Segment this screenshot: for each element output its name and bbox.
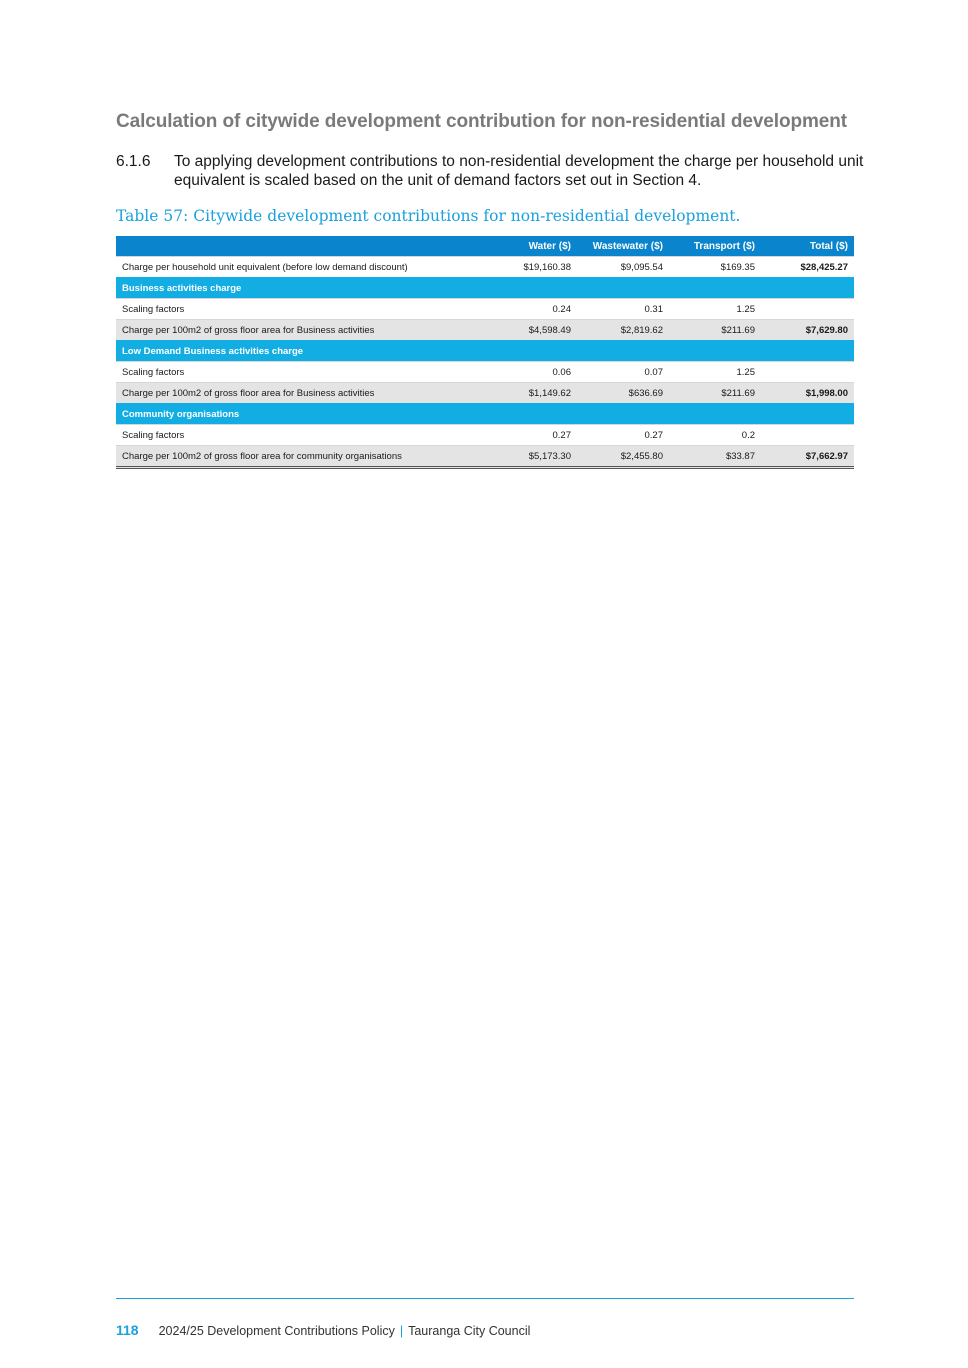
- table-row: [116, 383, 854, 404]
- section-label: Business activities charge: [116, 278, 854, 299]
- transport-value: $211.69: [669, 383, 761, 404]
- contributions-table: [116, 236, 854, 469]
- table-caption: Table 57: Citywide development contributions for non-residential development.: [116, 207, 741, 225]
- table-row: [116, 446, 854, 468]
- table-row: [116, 425, 854, 446]
- header-water: Water ($): [502, 236, 577, 257]
- wastewater-value: $2,819.62: [577, 320, 669, 341]
- footer-organisation: Tauranga City Council: [408, 1324, 531, 1338]
- header-wastewater: Wastewater ($): [577, 236, 669, 257]
- total-value: [761, 299, 854, 320]
- section-label: Community organisations: [116, 404, 854, 425]
- table-section-row: [116, 341, 854, 362]
- water-value: $4,598.49: [502, 320, 577, 341]
- header-total: Total ($): [761, 236, 854, 257]
- table-row: [116, 320, 854, 341]
- water-value: $19,160.38: [502, 257, 577, 278]
- row-label: Scaling factors: [116, 362, 502, 383]
- row-label: Charge per 100m2 of gross floor area for community organisations: [116, 446, 502, 468]
- section-heading: Calculation of citywide development contribution for non-residential development: [116, 111, 847, 132]
- row-label: Scaling factors: [116, 425, 502, 446]
- paragraph-number: 6.1.6: [116, 153, 151, 170]
- transport-value: 1.25: [669, 362, 761, 383]
- row-label: Scaling factors: [116, 299, 502, 320]
- footer-separator: |: [399, 1324, 404, 1338]
- water-value: $1,149.62: [502, 383, 577, 404]
- transport-value: $211.69: [669, 320, 761, 341]
- table-row: [116, 299, 854, 320]
- page-footer: [116, 1322, 530, 1338]
- row-label: Charge per household unit equivalent (before low demand discount): [116, 257, 502, 278]
- table-header-row: [116, 236, 854, 257]
- water-value: 0.24: [502, 299, 577, 320]
- water-value: 0.06: [502, 362, 577, 383]
- table-row: [116, 257, 854, 278]
- header-transport: Transport ($): [669, 236, 761, 257]
- paragraph-text: To applying development contributions to non-residential development the charge per household unit equivalent is scaled based on the unit of demand factors set out in Section 4.: [174, 153, 864, 189]
- water-value: $5,173.30: [502, 446, 577, 468]
- transport-value: $33.87: [669, 446, 761, 468]
- total-value: $28,425.27: [761, 257, 854, 278]
- section-label: Low Demand Business activities charge: [116, 341, 854, 362]
- total-value: [761, 425, 854, 446]
- wastewater-value: 0.27: [577, 425, 669, 446]
- wastewater-value: $2,455.80: [577, 446, 669, 468]
- footer-divider: [116, 1298, 854, 1299]
- transport-value: 1.25: [669, 299, 761, 320]
- table-section-row: [116, 404, 854, 425]
- table-section-row: [116, 278, 854, 299]
- transport-value: 0.2: [669, 425, 761, 446]
- wastewater-value: $636.69: [577, 383, 669, 404]
- total-value: $7,629.80: [761, 320, 854, 341]
- wastewater-value: $9,095.54: [577, 257, 669, 278]
- wastewater-value: 0.31: [577, 299, 669, 320]
- total-value: [761, 362, 854, 383]
- total-value: $1,998.00: [761, 383, 854, 404]
- header-label: [116, 236, 502, 257]
- transport-value: $169.35: [669, 257, 761, 278]
- row-label: Charge per 100m2 of gross floor area for Business activities: [116, 320, 502, 341]
- footer-title: 2024/25 Development Contributions Policy: [158, 1324, 395, 1338]
- row-label: Charge per 100m2 of gross floor area for Business activities: [116, 383, 502, 404]
- wastewater-value: 0.07: [577, 362, 669, 383]
- total-value: $7,662.97: [761, 446, 854, 468]
- water-value: 0.27: [502, 425, 577, 446]
- table-row: [116, 362, 854, 383]
- page-number: 118: [116, 1322, 139, 1338]
